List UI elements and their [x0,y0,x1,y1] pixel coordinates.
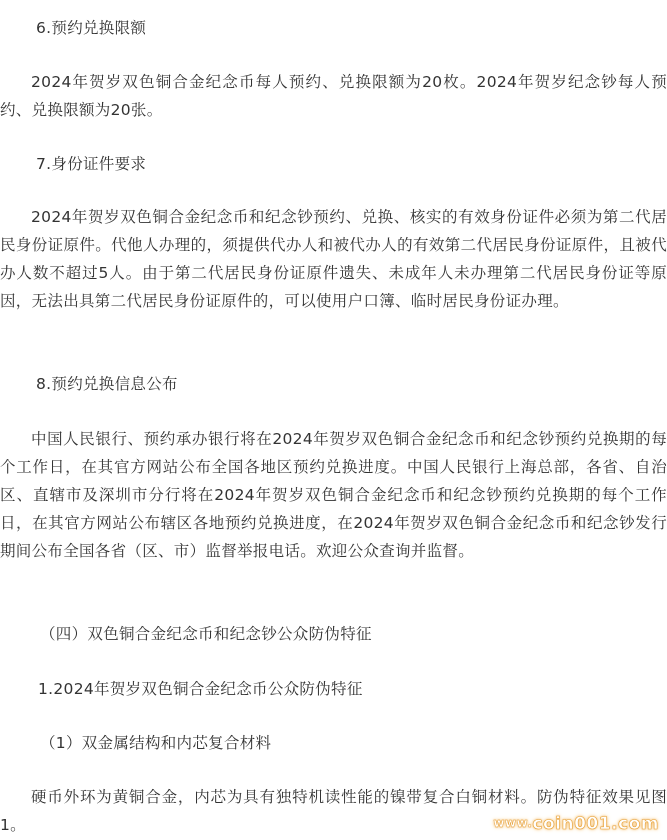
paragraph-id-requirements: 2024年贺岁双色铜合金纪念币和纪念钞预约、兑换、核实的有效身份证件必须为第二代居民身份证原件。代他人办理的，须提供代办人和被代办人的有效第二代居民身份证原件，且被代办人数不超过5人。由于第二代居民身份证原件遗失、未成年人未办理第二代居民身份证等原因，无法出具第二代居民身份证原件的，可以使用户口簿、临时居民身份证办理。 [0,208,667,310]
heading-coin-anticounterfeit: 1.2024年贺岁双色铜合金纪念币公众防伪特征 [38,680,363,698]
paragraph-info-publication: 中国人民银行、预约承办银行将在2024年贺岁双色铜合金纪念币和纪念钞预约兑换期的每个工作日，在其官方网站公布全国各地区预约兑换进度。中国人民银行上海总部，各省、自治区、直辖市及深圳市分行将在2024年贺岁双色铜合金纪念币和纪念钞预约兑换期的每个工作日，在其官方网站公布辖区各地预约兑换进度，在2024年贺岁双色铜合金纪念币和纪念钞发行期间公布全国各省（区、市）监督举报电话。欢迎公众查询并监督。 [0,430,667,560]
heading-info-publication: 8.预约兑换信息公布 [36,375,178,393]
paragraph-reservation-limit: 2024年贺岁双色铜合金纪念币每人预约、兑换限额为20枚。2024年贺岁纪念钞每人预约、兑换限额为20张。 [0,73,667,119]
heading-id-requirements: 7.身份证件要求 [36,155,147,173]
heading-bimetal-structure: （1）双金属结构和内芯复合材料 [40,734,272,752]
paragraph-bimetal-material: 硬币外环为黄铜合金，内芯为具有独特机读性能的镍带复合白铜材料。防伪特征效果见图1。 [0,788,667,834]
heading-reservation-limit: 6.预约兑换限额 [36,19,147,37]
heading-section-four: （四）双色铜合金纪念币和纪念钞公众防伪特征 [40,625,372,643]
watermark-text: coin001.com [532,814,659,834]
watermark-prefix: www. [493,816,533,830]
site-watermark [493,814,659,834]
